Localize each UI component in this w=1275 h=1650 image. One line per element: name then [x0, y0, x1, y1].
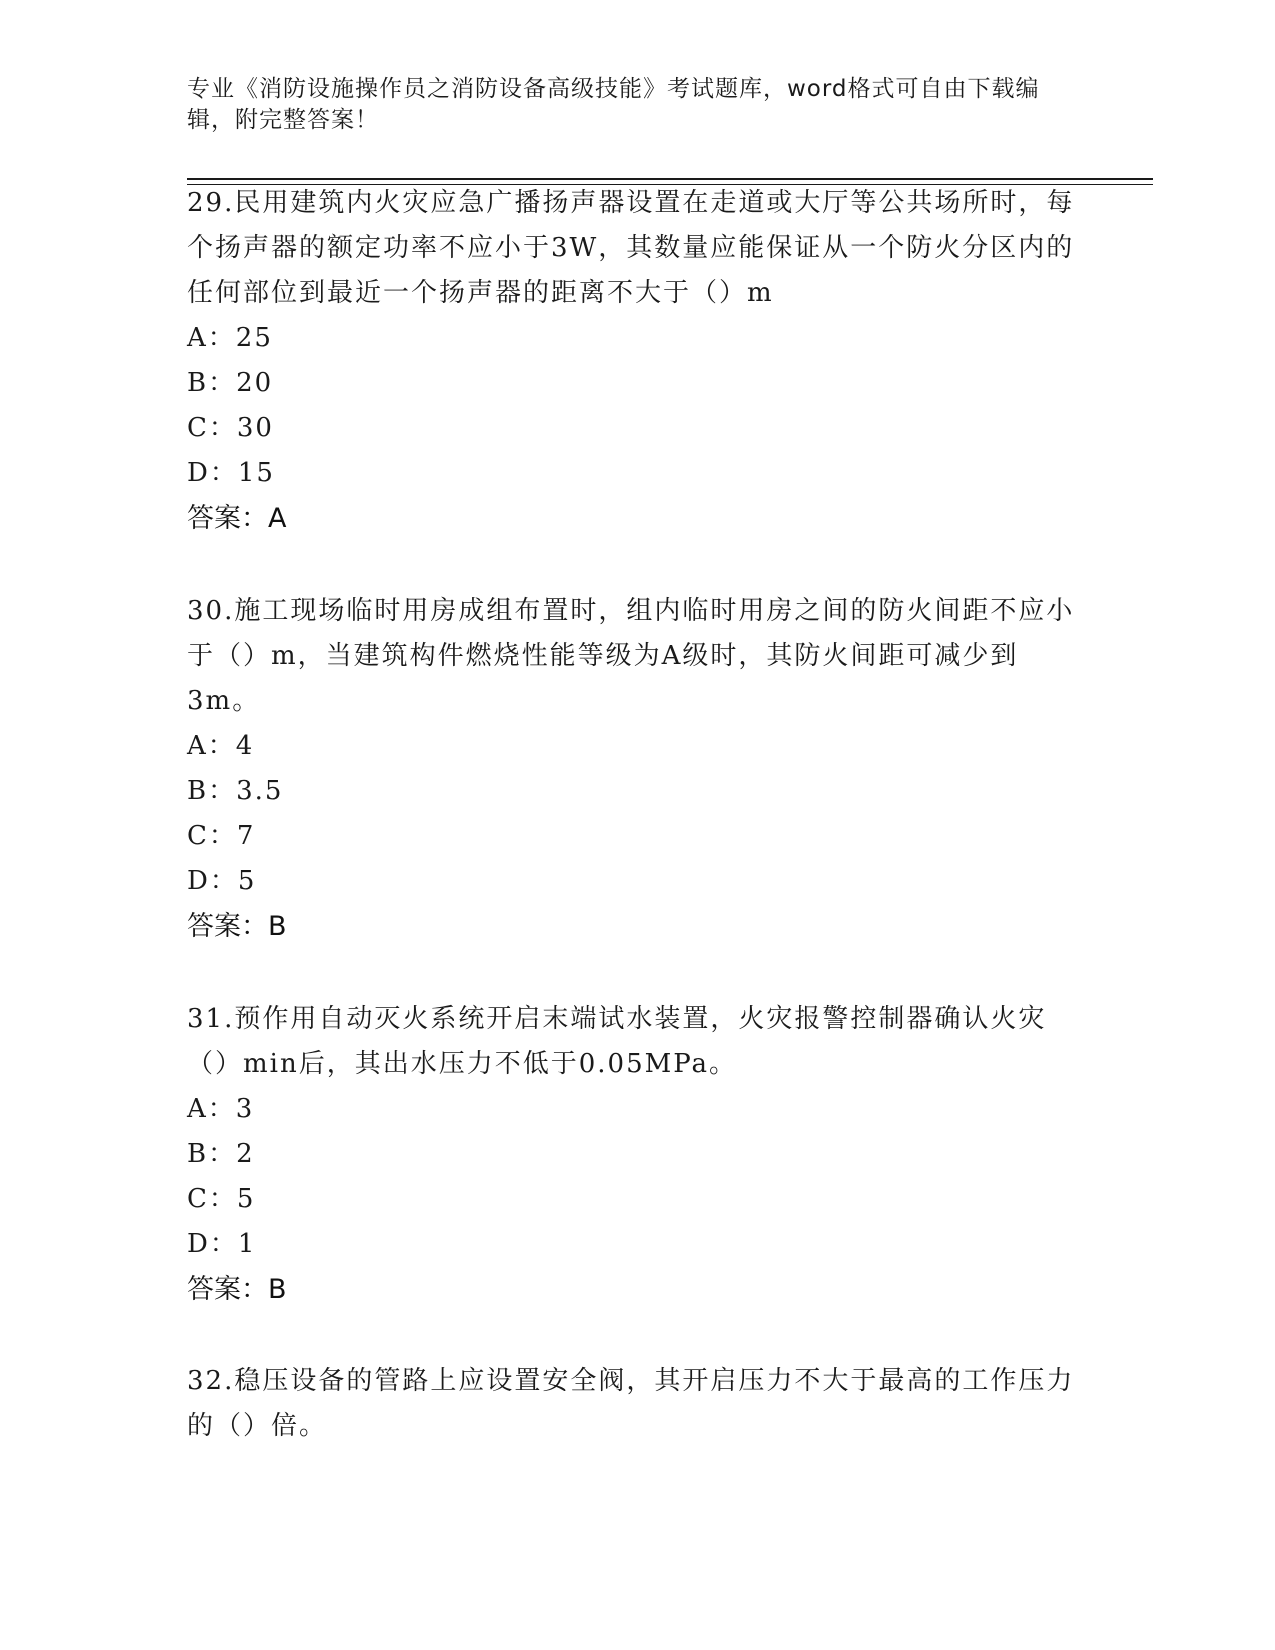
- header-divider-thick: [187, 178, 1153, 180]
- option-a: A：3: [187, 1094, 255, 1124]
- option-b: B：3.5: [187, 776, 284, 806]
- document-header: 专业《消防设施操作员之消防设备高级技能》考试题库，word格式可自由下载编辑，附完整答案！: [187, 76, 1040, 133]
- answer: 答案：B: [187, 1274, 287, 1305]
- option-d: D：1: [187, 1229, 257, 1259]
- option-d: D：15: [187, 458, 275, 488]
- question-text: 30.施工现场临时用房成组布置时，组内临时用房之间的防火间距不应小于（）m，当建筑构件燃烧性能等级为A级时，其防火间距可减少到3m。: [187, 596, 1075, 716]
- option-b: B：20: [187, 368, 274, 398]
- option-c: C：5: [187, 1184, 256, 1214]
- option-d: D：5: [187, 866, 257, 896]
- option-c: C：30: [187, 413, 274, 443]
- option-c: C：7: [187, 821, 256, 851]
- option-a: A：4: [187, 731, 255, 761]
- answer: 答案：B: [187, 911, 287, 942]
- question-29: [187, 181, 1077, 541]
- question-32: [187, 1359, 1077, 1449]
- question-text: 29.民用建筑内火灾应急广播扬声器设置在走道或大厅等公共场所时，每个扬声器的额定功率不应小于3W，其数量应能保证从一个防火分区内的任何部位到最近一个扬声器的距离不大于（）m: [187, 188, 1075, 308]
- option-a: A：25: [187, 323, 273, 353]
- question-text: 31.预作用自动灭火系统开启末端试水装置，火灾报警控制器确认火灾（）min后，其出水压力不低于0.05MPa。: [187, 1004, 1047, 1079]
- option-b: B：2: [187, 1139, 255, 1169]
- question-31: [187, 997, 1077, 1312]
- question-30: [187, 589, 1077, 949]
- question-text: 32.稳压设备的管路上应设置安全阀，其开启压力不大于最高的工作压力的（）倍。: [187, 1366, 1075, 1441]
- answer: 答案：A: [187, 503, 287, 534]
